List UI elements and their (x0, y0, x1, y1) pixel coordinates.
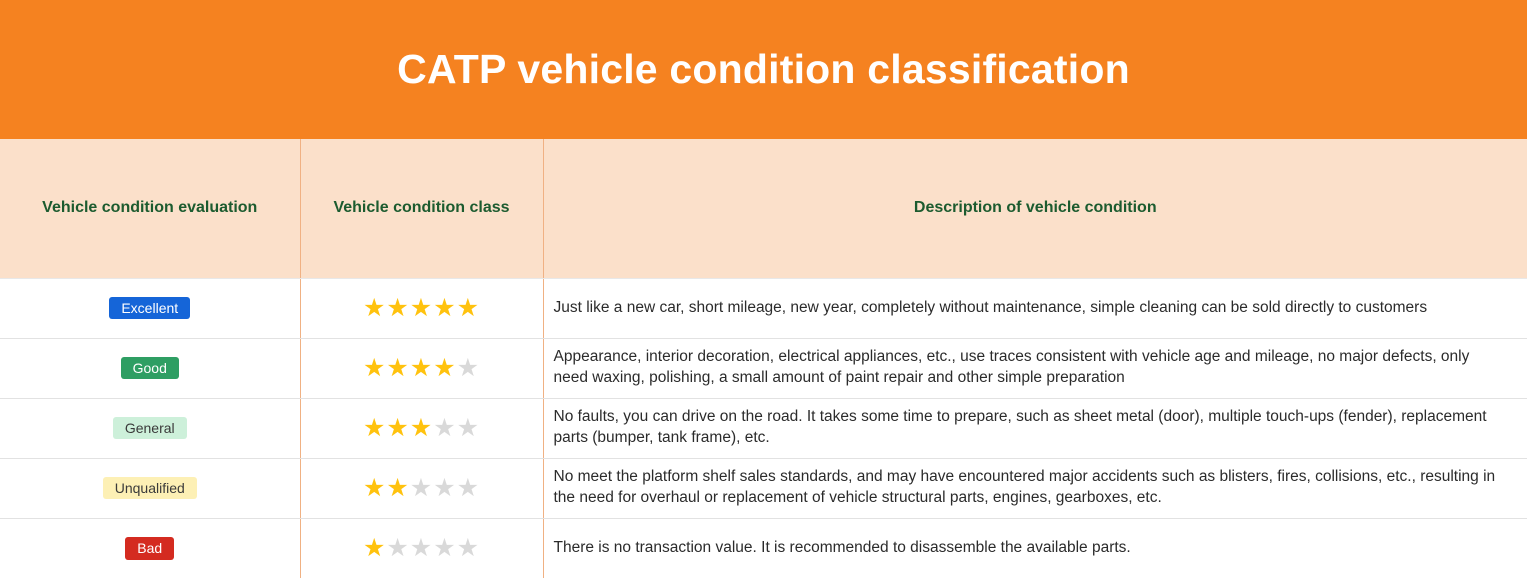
star-filled-icon: ★ (409, 293, 434, 322)
table-row (0, 278, 1527, 338)
column-header-evaluation: Vehicle condition evaluation (0, 139, 300, 278)
table-header-row (0, 139, 1527, 278)
cell-condition-class (300, 398, 543, 458)
cell-description: Appearance, interior decoration, electrical appliances, etc., use traces consistent with vehicle age and mileage, no major defects, only need waxing, polishing, a small amount of paint repair and other simple preparation (543, 338, 1527, 398)
star-empty-icon: ★ (433, 413, 457, 442)
star-empty-icon: ★ (456, 353, 481, 382)
cell-condition-class (300, 458, 543, 518)
star-empty-icon: ★ (386, 533, 410, 562)
star-empty-icon: ★ (456, 533, 481, 562)
column-header-class: Vehicle condition class (300, 139, 543, 278)
star-filled-icon: ★ (362, 473, 387, 502)
star-rating (362, 353, 481, 382)
star-rating (362, 533, 481, 562)
cell-description: Just like a new car, short mileage, new year, completely without maintenance, simple cleaning can be sold directly to customers (543, 278, 1527, 338)
cell-evaluation (0, 278, 300, 338)
star-rating (362, 413, 481, 442)
table-row (0, 458, 1527, 518)
star-filled-icon: ★ (386, 473, 410, 502)
table-row (0, 338, 1527, 398)
star-filled-icon: ★ (433, 353, 457, 382)
status-badge: Unqualified (103, 477, 197, 500)
star-filled-icon: ★ (386, 353, 410, 382)
star-filled-icon: ★ (362, 413, 387, 442)
cell-description: No meet the platform shelf sales standards, and may have encountered major accidents such as blisters, fires, collisions, etc., resulting in the need for overhaul or replacement of vehicle structural parts, engines, gearboxes, etc. (543, 458, 1527, 518)
star-empty-icon: ★ (409, 473, 434, 502)
star-empty-icon: ★ (456, 413, 481, 442)
star-empty-icon: ★ (409, 533, 434, 562)
status-badge: General (113, 417, 187, 440)
star-filled-icon: ★ (362, 293, 387, 322)
star-empty-icon: ★ (456, 473, 481, 502)
status-badge: Bad (125, 537, 174, 560)
star-filled-icon: ★ (409, 353, 434, 382)
star-filled-icon: ★ (362, 533, 387, 562)
star-filled-icon: ★ (456, 293, 481, 322)
star-filled-icon: ★ (386, 413, 410, 442)
cell-evaluation (0, 458, 300, 518)
column-header-description: Description of vehicle condition (543, 139, 1527, 278)
star-filled-icon: ★ (409, 413, 434, 442)
star-filled-icon: ★ (386, 293, 410, 322)
cell-condition-class (300, 338, 543, 398)
star-empty-icon: ★ (433, 533, 457, 562)
cell-evaluation (0, 518, 300, 578)
table-body (0, 278, 1527, 578)
table-row (0, 518, 1527, 578)
star-rating (362, 293, 481, 322)
cell-evaluation (0, 398, 300, 458)
star-filled-icon: ★ (362, 353, 387, 382)
cell-condition-class (300, 518, 543, 578)
cell-condition-class (300, 278, 543, 338)
table-row (0, 398, 1527, 458)
table-header (0, 139, 1527, 278)
cell-description: No faults, you can drive on the road. It takes some time to prepare, such as sheet metal (door), multiple touch-ups (fender), replacement parts (bumper, tank frame), etc. (543, 398, 1527, 458)
star-empty-icon: ★ (433, 473, 457, 502)
status-badge: Excellent (109, 297, 190, 320)
status-badge: Good (121, 357, 179, 380)
star-filled-icon: ★ (433, 293, 457, 322)
title-bar (0, 0, 1527, 139)
star-rating (362, 473, 481, 502)
cell-description: There is no transaction value. It is recommended to disassemble the available parts. (553, 538, 1131, 556)
vehicle-condition-table (0, 139, 1527, 578)
cell-evaluation (0, 338, 300, 398)
page-title: CATP vehicle condition classification (397, 46, 1130, 92)
